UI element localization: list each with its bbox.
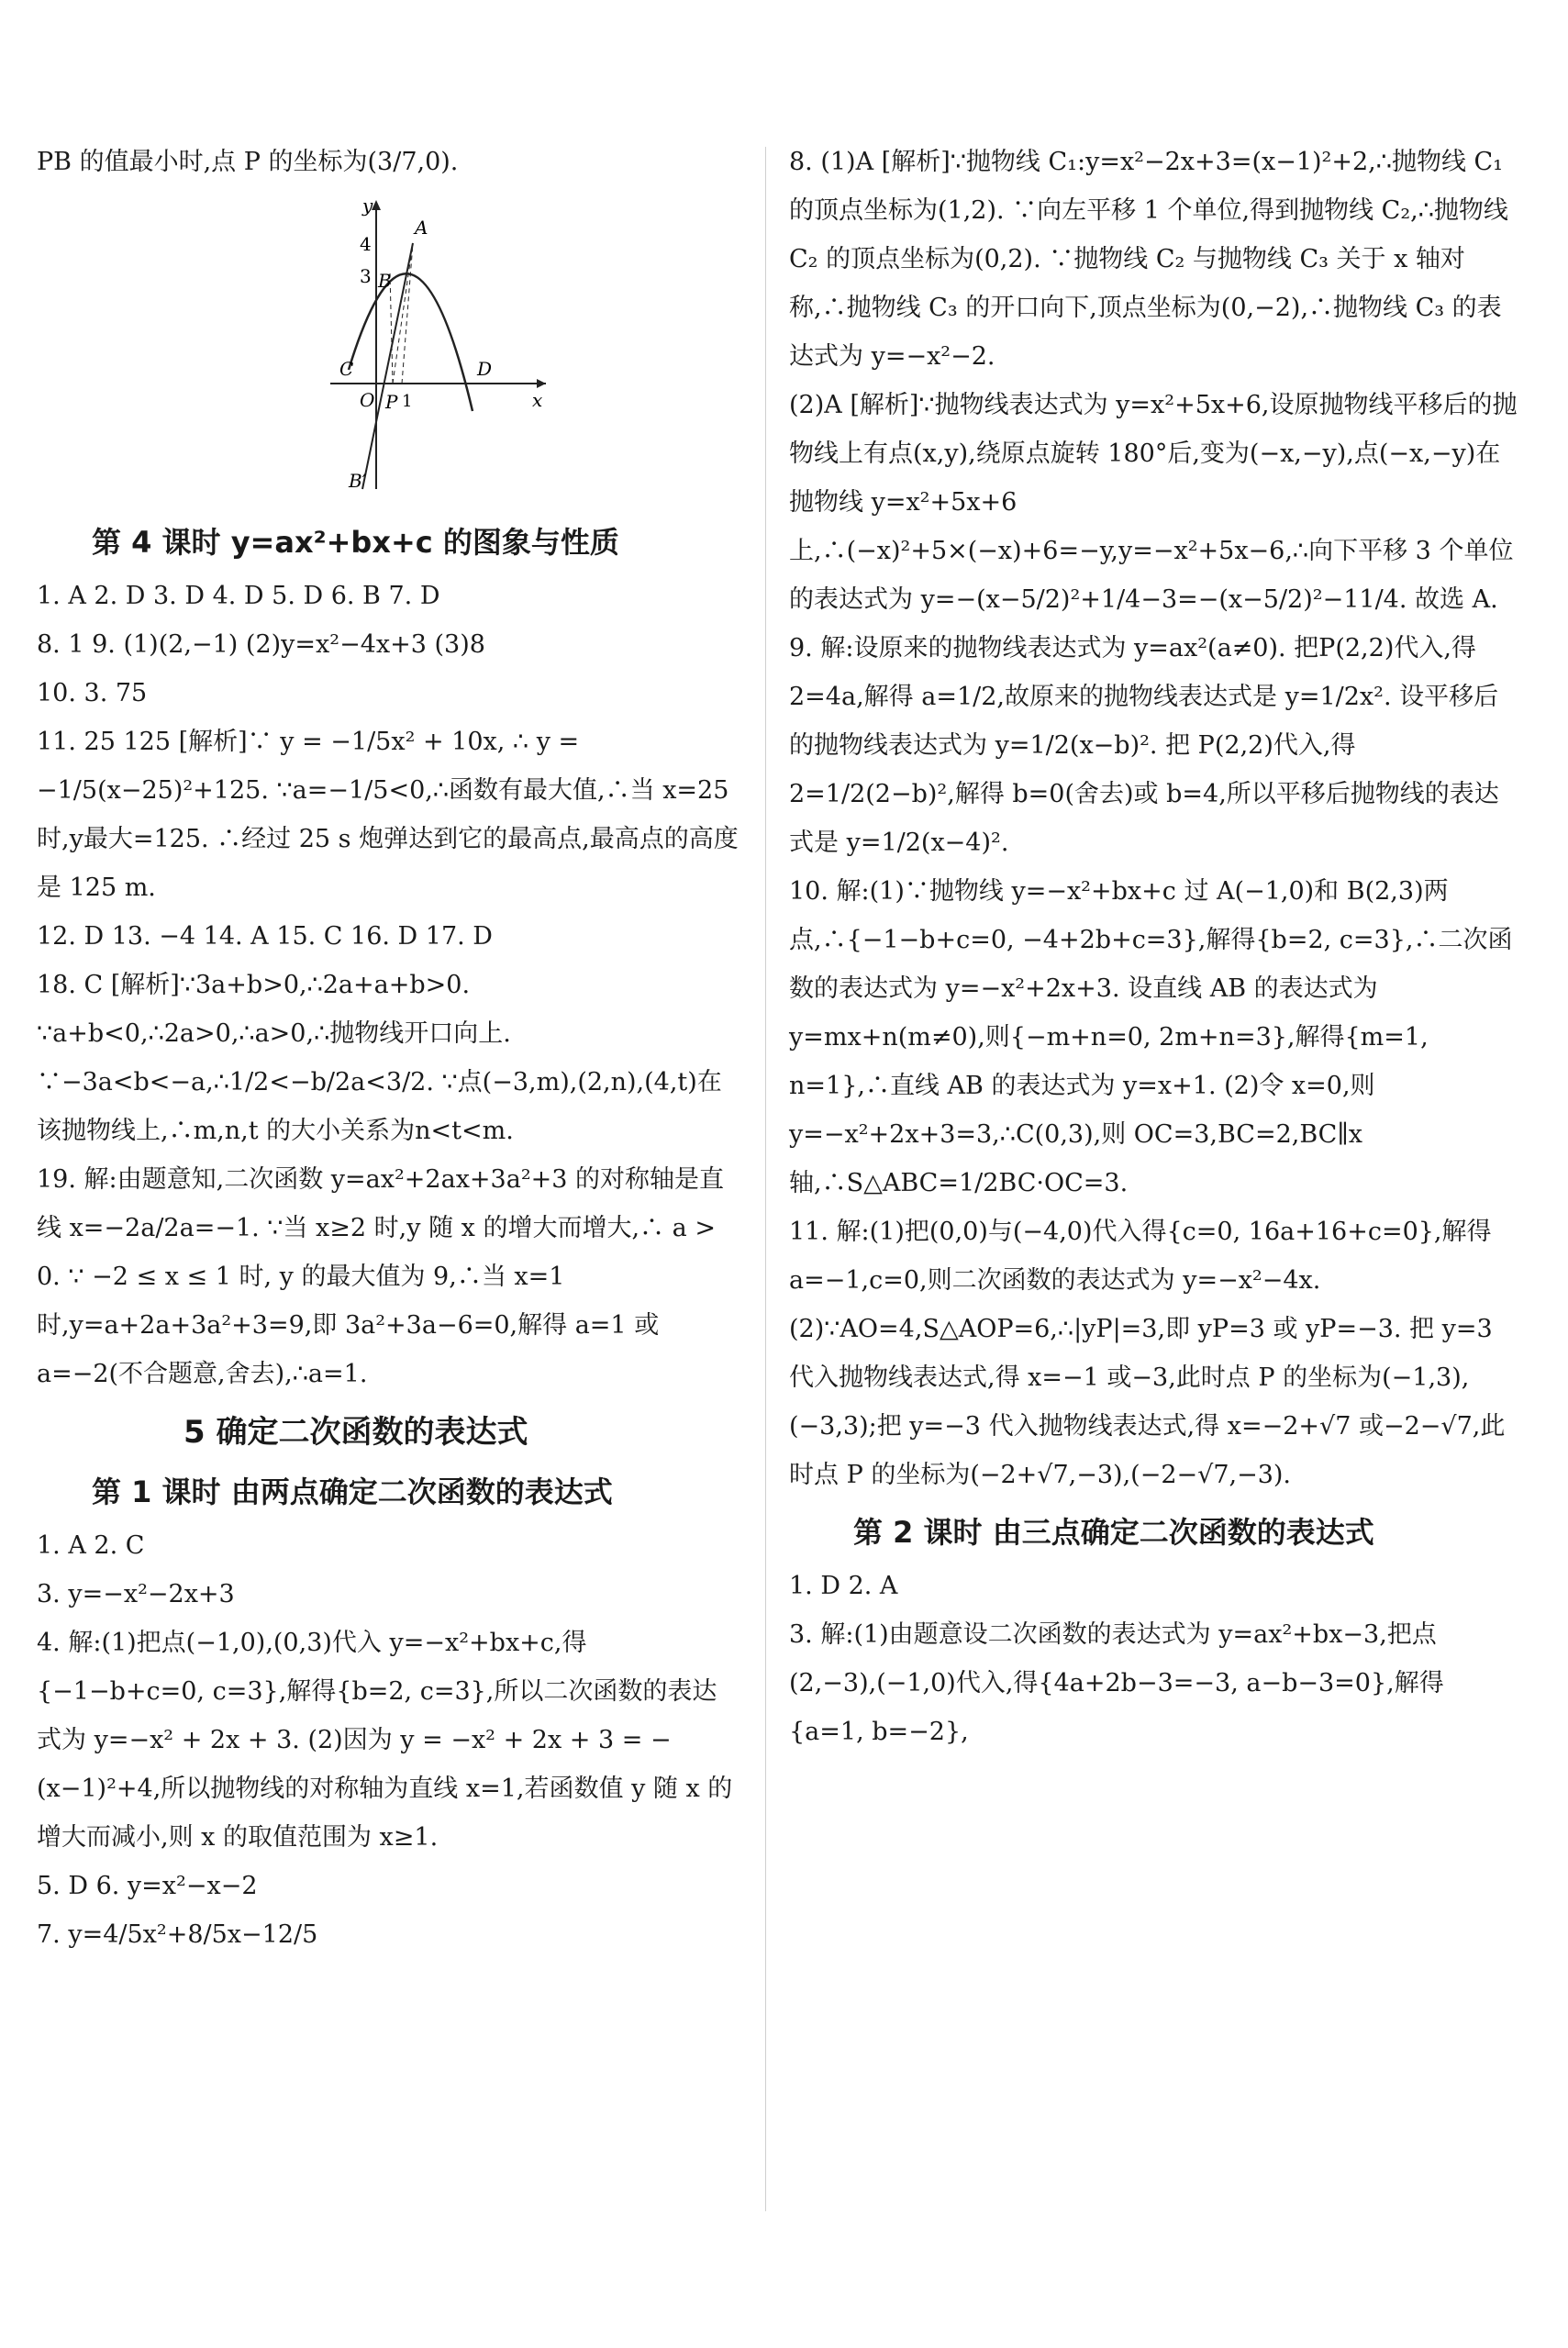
answer-paragraph: 10. 解:(1)∵抛物线 y=−x²+bx+c 过 A(−1,0)和 B(2,3)两点,∴{−1−b+c=0, −4+2b+c=3},解得{b=2, c=3},∴二次函数的表达式为 y=−x²+2x+3. 设直线 AB 的表达式为 y=mx+n(m≠0),则{−m+n=0, 2m+n=3},解得{m=1, n=1},∴直线 AB 的表达式为 y=x+1. (2)令 x=0,则 y=−x²+2x+3=3,∴C(0,3),则 OC=3,BC=2,BC∥x 轴,∴S△ABC=1/2BC·OC=3. <box>789 877 1513 1197</box>
answer-paragraph: (2)A [解析]∵抛物线表达式为 y=x²+5x+6,设原抛物线平移后的抛物线上有点(x,y),绕原点旋转 180°后,变为(−x,−y),点(−x,−y)在抛物线 y=x²+5x+6 上,∴(−x)²+5×(−x)+6=−y,y=−x²+5x−6,∴向下平移 3 个单位的表达式为 y=−(x−5/2)²+1/4−3=−(x−5/2)²−11/4. 故选 A. <box>789 391 1518 614</box>
answer-paragraph: 9. 解:设原来的抛物线表达式为 y=ax²(a≠0). 把P(2,2)代入,得 2=4a,解得 a=1/2,故原来的抛物线表达式是 y=1/2x². 设平移后的抛物线表达式为 y=1/2(x−b)². 把 P(2,2)代入,得 2=1/2(2−b)²,解得 b=0(舍去)或 b=4,所以平移后抛物线的表达式是 y=1/2(x−4)². <box>789 634 1499 857</box>
left-column <box>37 138 739 1959</box>
section-heading: 第 1 课时 由两点确定二次函数的表达式 <box>92 1474 613 1509</box>
answer-paragraph: (2)∵AO=4,S△AOP=6,∴|yP|=3,即 yP=3 或 yP=−3. 把 y=3 代入抛物线表达式,得 x=−1 或−3,此时点 P 的坐标为(−1,3),(−3,3);把 y=−3 代入抛物线表达式,得 x=−2+√7 或−2−√7,此时点 P 的坐标为(−2+√7,−3),(−2−√7,−3). <box>789 1315 1506 1489</box>
point-d: D <box>477 358 493 380</box>
answer-paragraph: 1. A 2. D 3. D 4. D 5. D 6. B 7. D <box>37 582 440 610</box>
point-p: P <box>385 391 398 413</box>
x-axis-label: x <box>532 389 543 411</box>
parabola-figure <box>312 195 560 498</box>
tick-1: 1 <box>402 392 413 411</box>
section-heading: 第 4 课时 y=ax²+bx+c 的图象与性质 <box>92 525 619 560</box>
answer-paragraph: 18. C [解析]∵3a+b>0,∴2a+a+b>0. ∵a+b<0,∴2a>0,∴a>0,∴抛物线开口向上. ∵−3a<b<−a,∴1/2<−b/2a<3/2. ∵点(−3,m),(2,n),(4,t)在该抛物线上,∴m,n,t 的大小关系为n<t<m. <box>37 971 722 1145</box>
y-tick-4: 4 <box>360 233 372 255</box>
answer-paragraph: 10. 3. 75 <box>37 679 148 707</box>
right-column <box>789 138 1518 1756</box>
chapter-heading: 5 确定二次函数的表达式 <box>183 1414 528 1451</box>
point-a: A <box>415 217 428 239</box>
answer-paragraph: 5. D 6. y=x²−x−2 <box>37 1872 258 1900</box>
answer-paragraph: 11. 25 125 [解析]∵ y = −1/5x² + 10x, ∴ y = −1/5(x−25)²+125. ∵a=−1/5<0,∴函数有最大值,∴当 x=25 时,y最大=125. ∴经过 25 s 炮弹达到它的最高点,最高点的高度是 125 m. <box>37 728 739 902</box>
answer-paragraph: 1. D 2. A <box>789 1572 898 1600</box>
point-c: C <box>339 358 354 380</box>
answer-paragraph: 7. y=4/5x²+8/5x−12/5 <box>37 1920 318 1949</box>
answer-paragraph: 12. D 13. −4 14. A 15. C 16. D 17. D <box>37 922 493 951</box>
answer-paragraph: 8. (1)A [解析]∵抛物线 C₁:y=x²−2x+3=(x−1)²+2,∴抛物线 C₁ 的顶点坐标为(1,2). ∵向左平移 1 个单位,得到抛物线 C₂,∴抛物线 C₂ 的顶点坐标为(0,2). ∵抛物线 C₂ 与抛物线 C₃ 关于 x 轴对称,∴抛物线 C₃ 的开口向下,顶点坐标为(0,−2),∴抛物线 C₃ 的表达式为 y=−x²−2. <box>789 148 1508 371</box>
point-b: B <box>378 270 392 292</box>
y-axis-label: y <box>362 195 373 217</box>
point-o: O <box>360 389 375 411</box>
column-divider <box>765 147 766 2211</box>
answer-paragraph: 1. A 2. C <box>37 1531 145 1560</box>
answer-paragraph: 4. 解:(1)把点(−1,0),(0,3)代入 y=−x²+bx+c,得 {−1−b+c=0, c=3},解得{b=2, c=3},所以二次函数的表达式为 y=−x² + 2x + 3. (2)因为 y = −x² + 2x + 3 = −(x−1)²+4,所以抛物线的对称轴为直线 x=1,若函数值 y 随 x 的增大而减小,则 x 的取值范围为 x≥1. <box>37 1629 733 1852</box>
answer-paragraph: 11. 解:(1)把(0,0)与(−4,0)代入得{c=0, 16a+16+c=0},解得 a=−1,c=0,则二次函数的表达式为 y=−x²−4x. <box>789 1218 1492 1295</box>
answer-paragraph: 3. y=−x²−2x+3 <box>37 1580 235 1608</box>
section-heading: 第 2 课时 由三点确定二次函数的表达式 <box>853 1515 1374 1550</box>
answer-paragraph: 19. 解:由题意知,二次函数 y=ax²+2ax+3a²+3 的对称轴是直线 x=−2a/2a=−1. ∵当 x≥2 时,y 随 x 的增大而增大,∴ a > 0. ∵ −2 ≤ x ≤ 1 时, y 的最大值为 9,∴当 x=1 时,y=a+2a+3a²+3=9,即 3a²+3a−6=0,解得 a=1 或 a=−2(不合题意,舍去),∴a=1. <box>37 1165 725 1388</box>
answer-paragraph: 3. 解:(1)由题意设二次函数的表达式为 y=ax²+bx−3,把点(2,−3),(−1,0)代入,得{4a+2b−3=−3, a−b−3=0},解得{a=1, b=−2}, <box>789 1620 1444 1746</box>
answer-paragraph: PB 的值最小时,点 P 的坐标为(3/7,0). <box>37 148 459 176</box>
point-b-prime: B′ <box>349 470 367 492</box>
y-tick-3: 3 <box>360 265 372 287</box>
answer-paragraph: 8. 1 9. (1)(2,−1) (2)y=x²−4x+3 (3)8 <box>37 630 485 659</box>
